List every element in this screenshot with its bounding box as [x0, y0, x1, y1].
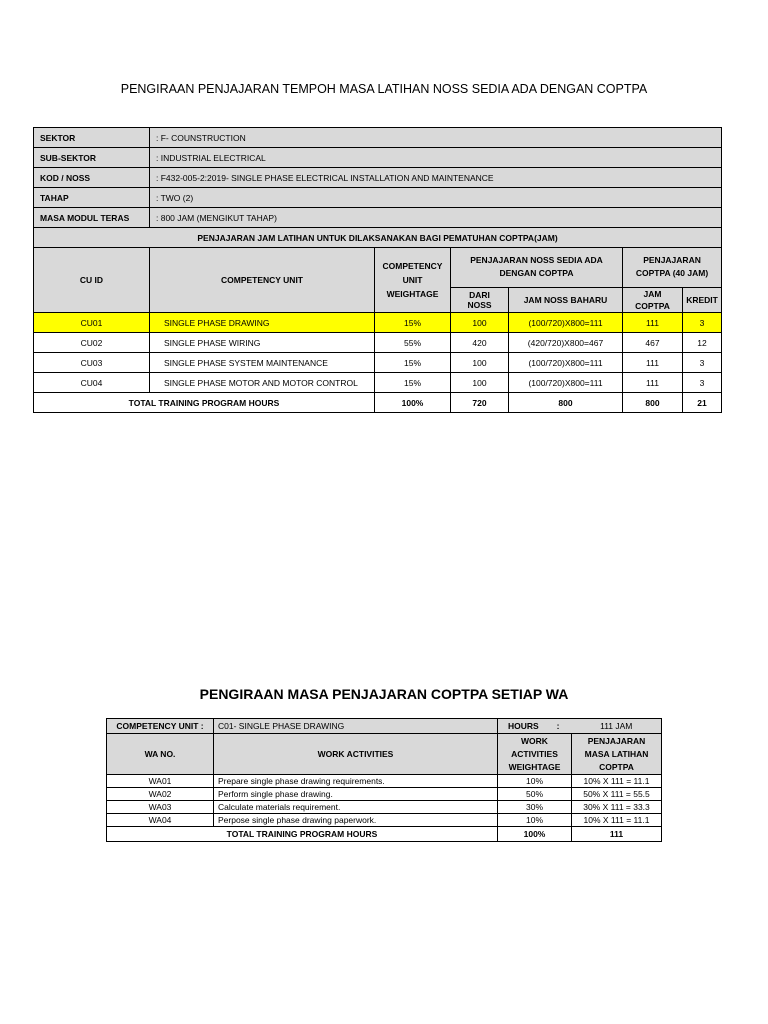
section-header: PENJAJARAN JAM LATIHAN UNTUK DILAKSANAKAN BAGI PEMATUHAN COPTPA(JAM) — [34, 228, 722, 248]
total-jam-coptpa: 800 — [623, 393, 683, 413]
kredit: 3 — [683, 313, 722, 333]
cu-name: SINGLE PHASE MOTOR AND MOTOR CONTROL — [150, 373, 375, 393]
header-competency-unit: COMPETENCY UNIT — [150, 248, 375, 313]
wa-weight: 50% — [498, 788, 572, 801]
kredit: 3 — [683, 373, 722, 393]
table-row — [34, 353, 722, 373]
info-row — [34, 188, 722, 208]
cu-name: SINGLE PHASE SYSTEM MAINTENANCE — [150, 353, 375, 373]
cu-weight: 15% — [375, 353, 451, 373]
info-row — [34, 208, 722, 228]
header-work-activities: WORK ACTIVITIES — [214, 734, 498, 775]
cu-id: CU03 — [34, 353, 150, 373]
total-label: TOTAL TRAINING PROGRAM HOURS — [34, 393, 375, 413]
info-label: TAHAP — [34, 188, 150, 208]
table-row — [34, 313, 722, 333]
jam-noss-baharu: (100/720)X800=111 — [509, 373, 623, 393]
wa-table — [106, 718, 662, 842]
wa-total-masa: 111 — [572, 827, 662, 842]
table-row — [107, 788, 662, 801]
header-kredit: KREDIT — [683, 287, 722, 312]
wa-masa: 10% X 111 = 11.1 — [572, 814, 662, 827]
info-label: SUB-SEKTOR — [34, 148, 150, 168]
wa-no: WA02 — [107, 788, 214, 801]
cu-name: SINGLE PHASE DRAWING — [150, 313, 375, 333]
wa-activity: Perpose single phase drawing paperwork. — [214, 814, 498, 827]
wa-activity: Perform single phase drawing. — [214, 788, 498, 801]
total-row — [107, 827, 662, 842]
jam-noss-baharu: (100/720)X800=111 — [509, 353, 623, 373]
page-title: PENGIRAAN PENJAJARAN TEMPOH MASA LATIHAN NOSS SEDIA ADA DENGAN COPTPA — [120, 82, 648, 96]
table-row — [34, 333, 722, 353]
header-jam-noss-baharu: JAM NOSS BAHARU — [509, 287, 623, 312]
noss-alignment-table — [33, 127, 722, 413]
info-label: SEKTOR — [34, 128, 150, 148]
section-title: PENGIRAAN MASA PENJAJARAN COPTPA SETIAP WA — [199, 686, 569, 702]
info-value: : F432-005-2:2019- SINGLE PHASE ELECTRICAL INSTALLATION AND MAINTENANCE — [150, 168, 722, 188]
table-row — [107, 814, 662, 827]
wa-no: WA04 — [107, 814, 214, 827]
wa-masa: 30% X 111 = 33.3 — [572, 801, 662, 814]
info-row — [34, 168, 722, 188]
header-jam-coptpa: JAM COPTPA — [623, 287, 683, 312]
wa-weight: 30% — [498, 801, 572, 814]
header-wa-no: WA NO. — [107, 734, 214, 775]
table-row — [107, 801, 662, 814]
wa-weight: 10% — [498, 814, 572, 827]
header-cu-id: CU ID — [34, 248, 150, 313]
hours-separator: : — [556, 721, 560, 731]
info-row — [34, 148, 722, 168]
total-row — [34, 393, 722, 413]
total-jam-noss-baharu: 800 — [509, 393, 623, 413]
wa-total-weight: 100% — [498, 827, 572, 842]
info-label: KOD / NOSS — [34, 168, 150, 188]
wa-no: WA01 — [107, 775, 214, 788]
wa-cu-row — [107, 719, 662, 734]
table-row — [34, 373, 722, 393]
total-kredit: 21 — [683, 393, 722, 413]
table-row — [107, 775, 662, 788]
wa-cu-label: COMPETENCY UNIT : — [107, 719, 214, 734]
info-value: : INDUSTRIAL ELECTRICAL — [150, 148, 722, 168]
jam-coptpa: 111 — [623, 373, 683, 393]
header-weightage: COMPETENCY UNIT WEIGHTAGE — [375, 248, 451, 313]
header-wa-weightage: WORK ACTIVITIES WEIGHTAGE — [498, 734, 572, 775]
hours-value: 111 JAM — [572, 719, 662, 734]
dari-noss: 420 — [451, 333, 509, 353]
info-value: : F- COUNSTRUCTION — [150, 128, 722, 148]
hours-label-text: HOURS — [508, 721, 539, 731]
jam-coptpa: 111 — [623, 313, 683, 333]
cu-id: CU01 — [34, 313, 150, 333]
total-weight: 100% — [375, 393, 451, 413]
cu-name: SINGLE PHASE WIRING — [150, 333, 375, 353]
info-row — [34, 128, 722, 148]
dari-noss: 100 — [451, 373, 509, 393]
info-value: : TWO (2) — [150, 188, 722, 208]
cu-id: CU02 — [34, 333, 150, 353]
jam-coptpa: 467 — [623, 333, 683, 353]
cu-id: CU04 — [34, 373, 150, 393]
info-value: : 800 JAM (MENGIKUT TAHAP) — [150, 208, 722, 228]
dari-noss: 100 — [451, 313, 509, 333]
info-label: MASA MODUL TERAS — [34, 208, 150, 228]
hours-label — [498, 719, 572, 734]
wa-masa: 10% X 111 = 11.1 — [572, 775, 662, 788]
wa-cu-value: C01- SINGLE PHASE DRAWING — [214, 719, 498, 734]
header-dari-noss: DARI NOSS — [451, 287, 509, 312]
cu-weight: 15% — [375, 373, 451, 393]
wa-activity: Prepare single phase drawing requirements. — [214, 775, 498, 788]
jam-noss-baharu: (420/720)X800=467 — [509, 333, 623, 353]
kredit: 12 — [683, 333, 722, 353]
wa-no: WA03 — [107, 801, 214, 814]
header-coptpa-group: PENJAJARAN COPTPA (40 JAM) — [623, 248, 722, 288]
wa-total-label: TOTAL TRAINING PROGRAM HOURS — [107, 827, 498, 842]
header-noss-group: PENJAJARAN NOSS SEDIA ADA DENGAN COPTPA — [451, 248, 623, 288]
jam-noss-baharu: (100/720)X800=111 — [509, 313, 623, 333]
cu-weight: 55% — [375, 333, 451, 353]
cu-weight: 15% — [375, 313, 451, 333]
jam-coptpa: 111 — [623, 353, 683, 373]
kredit: 3 — [683, 353, 722, 373]
total-dari-noss: 720 — [451, 393, 509, 413]
dari-noss: 100 — [451, 353, 509, 373]
wa-weight: 10% — [498, 775, 572, 788]
wa-masa: 50% X 111 = 55.5 — [572, 788, 662, 801]
header-penjajaran-masa: PENJAJARAN MASA LATIHAN COPTPA — [572, 734, 662, 775]
wa-activity: Calculate materials requirement. — [214, 801, 498, 814]
